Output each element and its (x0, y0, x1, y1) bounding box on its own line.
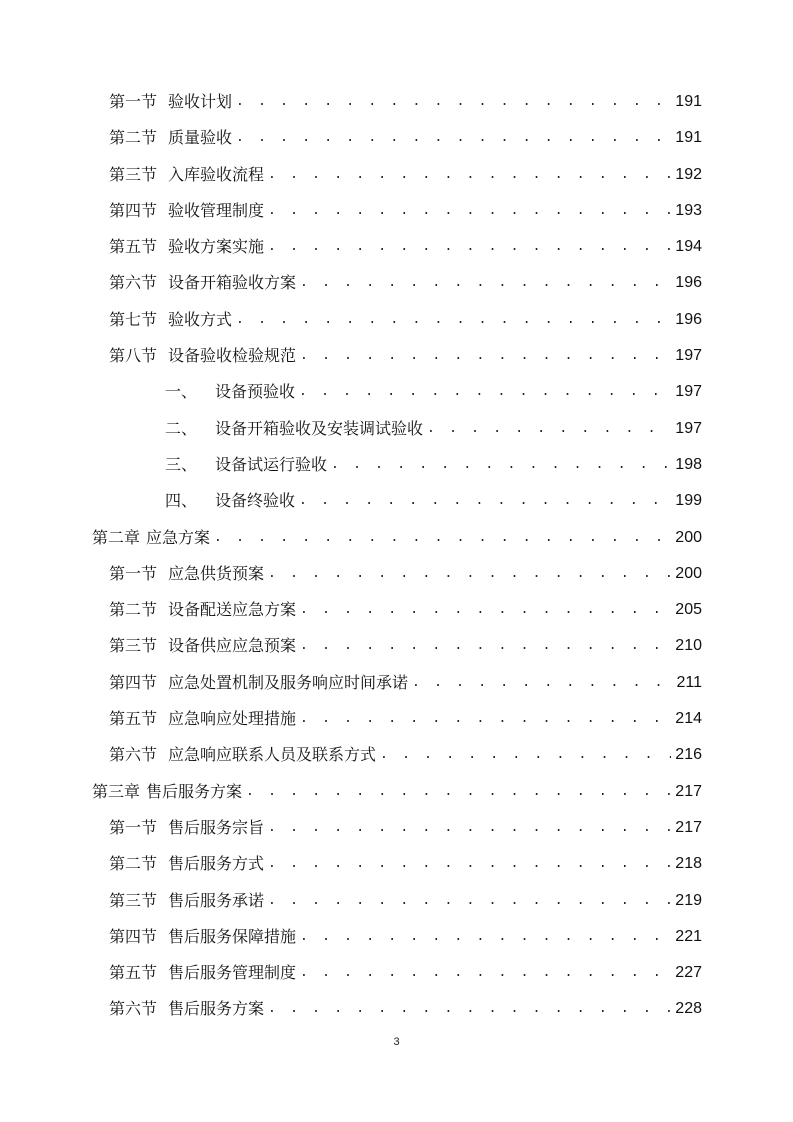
toc-leader-dots (300, 919, 671, 955)
toc-entry-label: 第五节 (109, 237, 158, 257)
toc-entry[interactable] (0, 229, 793, 265)
toc-entry[interactable] (0, 120, 793, 156)
toc-entry[interactable] (0, 774, 793, 810)
toc-leader-dots (300, 338, 671, 374)
toc-entry-page: 191 (675, 129, 702, 147)
toc-entry-label: 二、 (165, 418, 198, 438)
toc-entry-title: 验收方案实施 (168, 237, 265, 257)
toc-entry-label: 第四节 (109, 200, 158, 220)
toc-leader-dots (300, 592, 671, 628)
toc-entry-title: 设备开箱验收方案 (168, 273, 297, 293)
toc-entry-title: 设备配送应急方案 (168, 600, 297, 620)
toc-leader-dots (268, 846, 671, 882)
toc-entry-title: 设备终验收 (215, 491, 296, 511)
toc-entry-label: 第五节 (109, 709, 158, 729)
toc-leader-dots (268, 556, 671, 592)
toc-leader-dots (300, 955, 671, 991)
toc-entry-title: 设备预验收 (215, 382, 296, 402)
toc-entry-title: 售后服务承诺 (168, 890, 265, 910)
toc-entry[interactable] (0, 265, 793, 301)
toc-entry-page: 196 (675, 310, 702, 328)
toc-entry-label: 第四节 (109, 672, 158, 692)
toc-entry[interactable] (0, 157, 793, 193)
toc-leader-dots (268, 229, 671, 265)
toc-entry[interactable] (0, 84, 793, 120)
toc-leader-dots (299, 374, 671, 410)
toc-entry-title: 质量验收 (168, 128, 233, 148)
toc-entry-page: 211 (676, 673, 702, 691)
toc-leader-dots (412, 665, 672, 701)
toc-entry-label: 第二章 (92, 527, 141, 547)
toc-leader-dots (300, 628, 671, 664)
toc-entry-page: 218 (675, 855, 702, 873)
page-number: 3 (393, 1036, 400, 1048)
toc-entry[interactable] (0, 193, 793, 229)
toc-entry-page: 216 (675, 746, 702, 764)
toc-entry-title: 售后服务方式 (168, 854, 265, 874)
toc-leader-dots (268, 157, 671, 193)
toc-entry[interactable] (0, 447, 793, 483)
toc-entry[interactable] (0, 302, 793, 338)
toc-entry-page: 194 (675, 238, 702, 256)
toc-entry-label: 第二节 (109, 600, 158, 620)
toc-entry-page: 200 (675, 528, 702, 546)
toc-entry-title: 设备开箱验收及安装调试验收 (215, 418, 424, 438)
toc-entry-title: 应急响应处理措施 (168, 709, 297, 729)
toc-entry-label: 第一节 (109, 817, 158, 837)
toc-entry[interactable] (0, 919, 793, 955)
toc-leader-dots (331, 447, 671, 483)
toc-entry[interactable] (0, 374, 793, 410)
toc-entry-label: 第三节 (109, 636, 158, 656)
toc-entry-page: 210 (675, 637, 702, 655)
toc-leader-dots (380, 737, 671, 773)
toc-entry-label: 第三节 (109, 890, 158, 910)
toc-entry-title: 验收方式 (168, 309, 233, 329)
toc-entry-page: 205 (675, 601, 702, 619)
toc-entry-title: 验收计划 (168, 92, 233, 111)
toc-leader-dots (427, 411, 671, 447)
toc-entry[interactable] (0, 701, 793, 737)
toc-entry-label: 第二节 (109, 128, 158, 148)
toc-entry-title: 应急响应联系人员及联系方式 (168, 745, 377, 765)
table-of-contents (0, 84, 793, 1028)
toc-entry-title: 应急方案 (146, 527, 211, 547)
toc-entry-title: 验收管理制度 (168, 200, 265, 220)
toc-entry-page: 193 (675, 201, 702, 219)
toc-entry-title: 售后服务方案 (146, 781, 243, 801)
toc-leader-dots (300, 265, 671, 301)
toc-entry-page: 196 (675, 274, 702, 292)
toc-entry-label: 第一节 (109, 92, 158, 111)
toc-entry-page: 197 (675, 419, 702, 437)
toc-entry[interactable] (0, 592, 793, 628)
toc-entry-title: 设备试运行验收 (215, 454, 328, 474)
toc-entry[interactable] (0, 991, 793, 1027)
toc-entry-page: 228 (675, 1000, 702, 1018)
toc-entry-page: 200 (675, 564, 702, 582)
toc-entry-page: 199 (675, 492, 702, 510)
toc-entry-label: 第三节 (109, 164, 158, 184)
toc-leader-dots (268, 193, 671, 229)
toc-entry[interactable] (0, 628, 793, 664)
toc-entry-page: 217 (675, 818, 702, 836)
toc-leader-dots (236, 302, 671, 338)
toc-leader-dots (214, 520, 671, 556)
toc-entry-label: 三、 (165, 454, 198, 474)
toc-entry-page: 219 (675, 891, 702, 909)
toc-entry[interactable] (0, 955, 793, 991)
toc-entry-page: 214 (675, 710, 702, 728)
toc-entry-label: 第三章 (92, 781, 141, 801)
toc-entry-label: 一、 (165, 382, 198, 402)
toc-entry-label: 第六节 (109, 999, 158, 1019)
toc-entry-page: 192 (675, 165, 702, 183)
toc-entry[interactable] (0, 883, 793, 919)
toc-entry-label: 第二节 (109, 854, 158, 874)
toc-leader-dots (268, 810, 671, 846)
toc-entry-title: 应急处置机制及服务响应时间承诺 (168, 672, 409, 692)
toc-entry[interactable] (0, 665, 793, 701)
toc-entry-title: 售后服务管理制度 (168, 963, 297, 983)
toc-entry-label: 第一节 (109, 563, 158, 583)
toc-entry-page: 197 (675, 383, 702, 401)
toc-entry-title: 设备供应应急预案 (168, 636, 297, 656)
toc-entry-title: 售后服务保障措施 (168, 926, 297, 946)
toc-entry[interactable] (0, 520, 793, 556)
toc-leader-dots (268, 991, 671, 1027)
toc-entry-page: 191 (675, 93, 702, 110)
toc-entry-label: 第五节 (109, 963, 158, 983)
toc-entry-title: 售后服务宗旨 (168, 817, 265, 837)
toc-entry-title: 设备验收检验规范 (168, 346, 297, 366)
toc-leader-dots (268, 883, 671, 919)
toc-leader-dots (236, 84, 671, 120)
toc-entry[interactable] (0, 846, 793, 882)
toc-entry-page: 227 (675, 964, 702, 982)
toc-entry-page: 197 (675, 347, 702, 365)
toc-entry-page: 221 (675, 927, 702, 945)
toc-entry-title: 应急供货预案 (168, 563, 265, 583)
toc-entry-label: 四、 (165, 491, 198, 511)
toc-entry-page: 198 (675, 455, 702, 473)
toc-entry[interactable] (0, 411, 793, 447)
toc-entry[interactable] (0, 338, 793, 374)
toc-entry[interactable] (0, 483, 793, 519)
toc-entry-title: 售后服务方案 (168, 999, 265, 1019)
toc-leader-dots (236, 120, 671, 156)
toc-entry-label: 第四节 (109, 926, 158, 946)
toc-entry-label: 第六节 (109, 745, 158, 765)
toc-entry-page: 217 (675, 782, 702, 800)
toc-entry[interactable] (0, 810, 793, 846)
toc-entry-label: 第七节 (109, 309, 158, 329)
toc-entry[interactable] (0, 556, 793, 592)
toc-entry-label: 第六节 (109, 273, 158, 293)
toc-entry-label: 第八节 (109, 346, 158, 366)
toc-entry[interactable] (0, 737, 793, 773)
toc-entry-title: 入库验收流程 (168, 164, 265, 184)
toc-leader-dots (246, 774, 671, 810)
toc-leader-dots (300, 701, 671, 737)
toc-leader-dots (299, 483, 671, 519)
